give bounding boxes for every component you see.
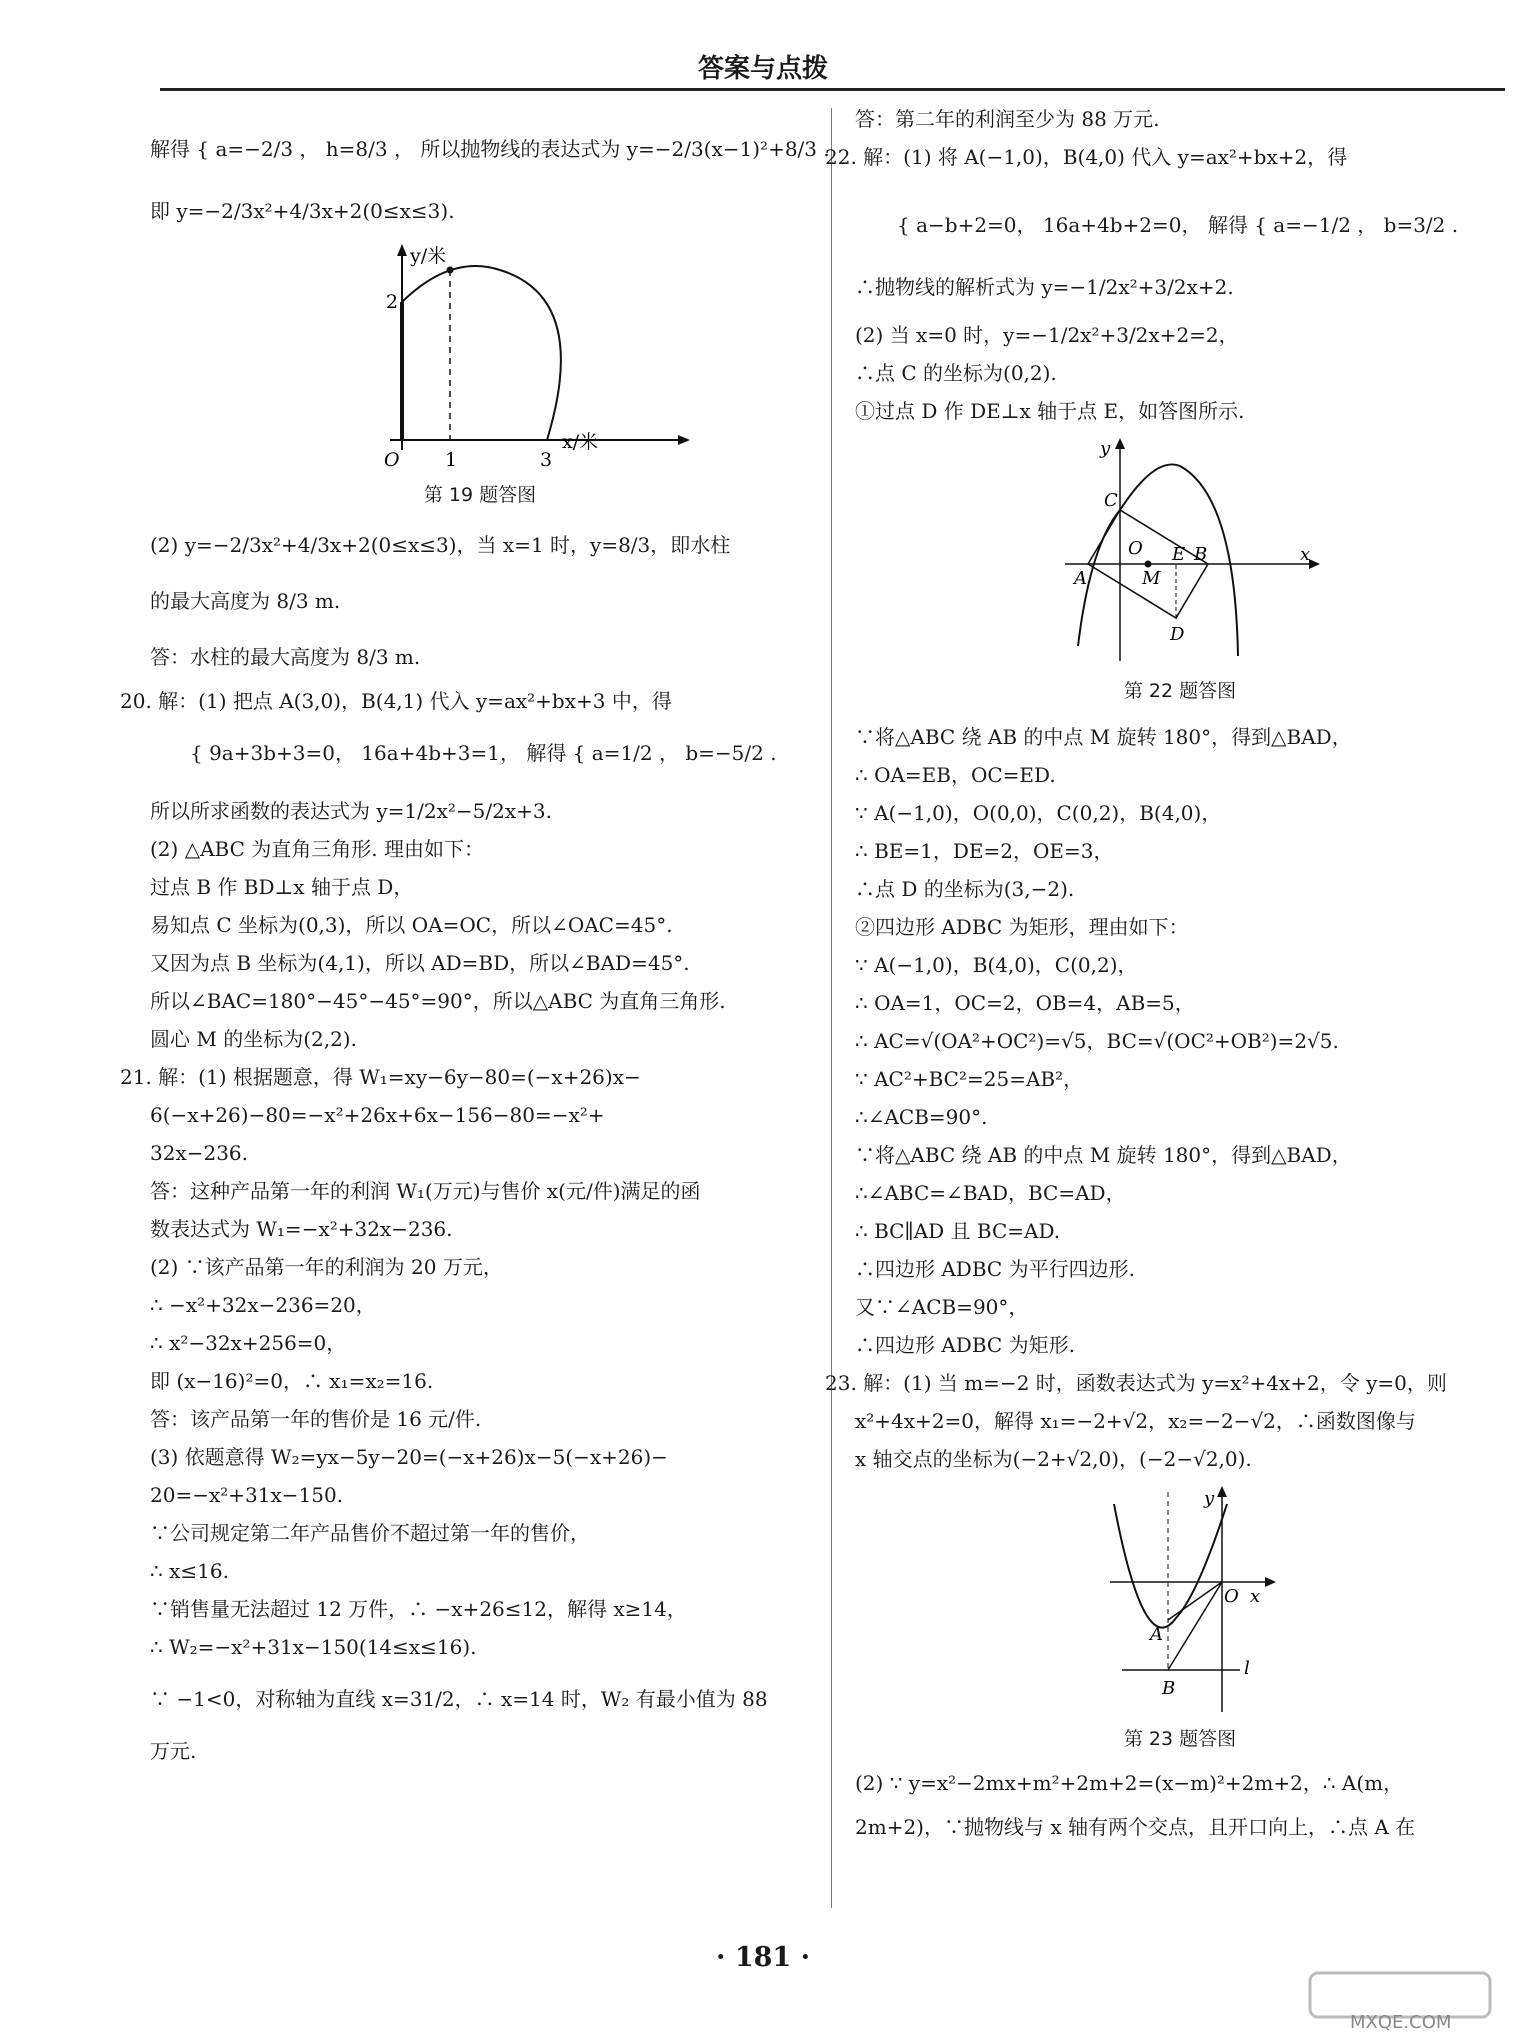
fig19-x-label: x/米 <box>562 431 599 453</box>
figure-19-parabola <box>270 240 690 470</box>
text-line: 所以所求函数的表达式为 y=1/2x²−5/2x+3. <box>150 799 552 823</box>
figure-22-rectangle <box>1060 436 1320 666</box>
text-line: 解得 { a=−2/3 ， h=8/3 ， 所以抛物线的表达式为 y=−2/3(x−1)²+8/3 . <box>150 137 830 161</box>
fig23-label-y: y <box>1204 1488 1215 1509</box>
text-line: 又因为点 B 坐标为(4,1)，所以 AD=BD，所以∠BAD=45°. <box>150 951 690 975</box>
text-line: 23. 解：(1) 当 m=−2 时，函数表达式为 y=x²+4x+2，令 y=0，则 <box>825 1371 1447 1395</box>
text-line: 的最大高度为 8/3 m. <box>150 589 341 613</box>
page-number: · 181 · <box>716 1942 810 1973</box>
text-line: ∵ AC²+BC²=25=AB²， <box>855 1067 1084 1091</box>
text-line: ∴ x²−32x+256=0， <box>150 1331 347 1355</box>
fig22-label-o: O <box>1128 538 1143 559</box>
left-column <box>120 100 830 1770</box>
text-line: 20. 解：(1) 把点 A(3,0)，B(4,1) 代入 y=ax²+bx+3 中，得 <box>120 689 672 713</box>
fig23-label-x: x <box>1250 1586 1261 1607</box>
text-line: ∵销售量无法超过 12 万件，∴ −x+26≤12，解得 x≥14， <box>150 1597 687 1621</box>
fig19-tick-2: 2 <box>386 291 399 313</box>
fig22-label-y: y <box>1100 438 1111 459</box>
fig23-label-a: A <box>1150 1624 1163 1645</box>
text-line: 即 y=−2/3x²+4/3x+2(0≤x≤3). <box>150 199 455 223</box>
header-rule <box>160 88 1505 91</box>
text-line: (2) ∵该产品第一年的利润为 20 万元， <box>150 1255 503 1279</box>
text-line: ∵ A(−1,0)，B(4,0)，C(0,2)， <box>855 953 1138 977</box>
text-line: 22. 解：(1) 将 A(−1,0)，B(4,0) 代入 y=ax²+bx+2，得 <box>825 145 1348 169</box>
text-line: 21. 解：(1) 根据题意，得 W₁=xy−6y−80=(−x+26)x− <box>120 1065 641 1089</box>
text-line: 即 (x−16)²=0，∴ x₁=x₂=16. <box>150 1369 434 1393</box>
fig19-tick-1: 1 <box>445 449 458 470</box>
text-line: ②四边形 ADBC 为矩形，理由如下： <box>855 915 1189 939</box>
fig23-label-o: O <box>1224 1586 1239 1607</box>
figure-23-parabola <box>1080 1484 1280 1714</box>
text-line: 过点 B 作 BD⊥x 轴于点 D， <box>150 875 414 899</box>
text-line: ∴ BC∥AD 且 BC=AD. <box>855 1219 1061 1243</box>
text-line: 答：这种产品第一年的利润 W₁(万元)与售价 x(元/件)满足的函 <box>150 1179 701 1203</box>
text-line: ∴点 D 的坐标为(3,−2). <box>855 877 1075 901</box>
text-line: ∴四边形 ADBC 为矩形. <box>855 1333 1075 1357</box>
text-line: ∵将△ABC 绕 AB 的中点 M 旋转 180°，得到△BAD， <box>855 725 1352 749</box>
text-line: ∴ BE=1，DE=2，OE=3， <box>855 839 1114 863</box>
text-line: 易知点 C 坐标为(0,3)，所以 OA=OC，所以∠OAC=45°. <box>150 913 673 937</box>
text-line: 答：该产品第一年的售价是 16 元/件. <box>150 1407 482 1431</box>
text-line: 6(−x+26)−80=−x²+26x+6x−156−80=−x²+ <box>150 1103 605 1127</box>
fig22-label-m: M <box>1142 568 1161 589</box>
text-line: 答：水柱的最大高度为 8/3 m. <box>150 645 421 669</box>
text-line: ∴ AC=√(OA²+OC²)=√5，BC=√(OC²+OB²)=2√5. <box>855 1029 1339 1053</box>
fig22-label-c: C <box>1104 490 1118 511</box>
text-line: 20=−x²+31x−150. <box>150 1483 344 1507</box>
text-line: 32x−236. <box>150 1141 249 1165</box>
fig19-tick-3: 3 <box>540 449 553 470</box>
fig22-label-d: D <box>1170 624 1185 645</box>
text-line: ∴ W₂=−x²+31x−150(14≤x≤16). <box>150 1635 477 1659</box>
fig22-label-a: A <box>1074 568 1087 589</box>
text-line: (3) 依题意得 W₂=yx−5y−20=(−x+26)x−5(−x+26)− <box>150 1445 668 1469</box>
fig23-label-l: l <box>1244 1658 1250 1679</box>
right-column <box>825 100 1505 1846</box>
text-line: ∴∠ACB=90°. <box>855 1105 988 1129</box>
fig23-caption: 第 23 题答图 <box>1123 1728 1237 1750</box>
text-line: 答：第二年的利润至少为 88 万元. <box>855 107 1160 131</box>
watermark-text: MXQE.COM <box>1350 2012 1452 2033</box>
text-line: ∴四边形 ADBC 为平行四边形. <box>855 1257 1135 1281</box>
text-line: ∵公司规定第二年产品售价不超过第一年的售价， <box>150 1521 590 1545</box>
text-line: ∴ x≤16. <box>150 1559 229 1583</box>
fig23-label-b: B <box>1162 1678 1176 1699</box>
text-line: 所以∠BAC=180°−45°−45°=90°，所以△ABC 为直角三角形. <box>150 989 726 1013</box>
fig19-y-label: y/米 <box>410 245 447 267</box>
text-line: ①过点 D 作 DE⊥x 轴于点 E，如答图所示. <box>855 399 1245 423</box>
text-line: ∴ −x²+32x−236=20， <box>150 1293 376 1317</box>
text-line: ∵将△ABC 绕 AB 的中点 M 旋转 180°，得到△BAD， <box>855 1143 1352 1167</box>
text-line: { a−b+2=0， 16a+4b+2=0， 解得 { a=−1/2 ， b=3/2 . <box>897 213 1459 237</box>
text-line: (2) y=−2/3x²+4/3x+2(0≤x≤3)，当 x=1 时，y=8/3，即水柱 <box>150 533 731 557</box>
column-divider <box>831 108 832 1908</box>
text-line: { 9a+3b+3=0， 16a+4b+3=1， 解得 { a=1/2 ， b=−5/2 . <box>190 741 777 765</box>
text-line: (2) 当 x=0 时，y=−1/2x²+3/2x+2=2， <box>855 323 1239 347</box>
text-line: (2) ∵ y=x²−2mx+m²+2m+2=(x−m)²+2m+2，∴ A(m， <box>855 1771 1404 1795</box>
text-line: ∴抛物线的解析式为 y=−1/2x²+3/2x+2. <box>855 275 1234 299</box>
text-line: ∴ OA=EB，OC=ED. <box>855 763 1056 787</box>
text-line: ∴ OA=1，OC=2，OB=4，AB=5， <box>855 991 1195 1015</box>
text-line: ∴∠ABC=∠BAD，BC=AD， <box>855 1181 1126 1205</box>
fig19-caption: 第 19 题答图 <box>423 484 537 506</box>
fig19-origin: O <box>384 449 400 470</box>
fig22-caption: 第 22 题答图 <box>1123 680 1237 702</box>
text-line: 圆心 M 的坐标为(2,2). <box>150 1027 357 1051</box>
text-line: (2) △ABC 为直角三角形. 理由如下： <box>150 837 484 861</box>
fig22-label-x: x <box>1300 544 1311 565</box>
text-line: 数表达式为 W₁=−x²+32x−236. <box>150 1217 453 1241</box>
fig22-label-b: B <box>1194 544 1208 565</box>
text-line: x 轴交点的坐标为(−2+√2,0)，(−2−√2,0). <box>855 1447 1252 1471</box>
text-line: ∴点 C 的坐标为(0,2). <box>855 361 1057 385</box>
text-line: x²+4x+2=0，解得 x₁=−2+√2，x₂=−2−√2，∴函数图像与 <box>855 1409 1416 1433</box>
text-line: 2m+2)，∵抛物线与 x 轴有两个交点，且开口向上，∴点 A 在 <box>855 1815 1416 1839</box>
fig22-label-e: E <box>1172 544 1186 565</box>
page-header-title: 答案与点拨 <box>697 54 828 84</box>
text-line: 又∵∠ACB=90°， <box>855 1295 1029 1319</box>
text-line: ∵ A(−1,0)，O(0,0)，C(0,2)，B(4,0)， <box>855 801 1222 825</box>
text-line: ∵ −1<0，对称轴为直线 x=31/2，∴ x=14 时，W₂ 有最小值为 88 <box>150 1687 768 1711</box>
text-line: 万元. <box>150 1739 197 1763</box>
